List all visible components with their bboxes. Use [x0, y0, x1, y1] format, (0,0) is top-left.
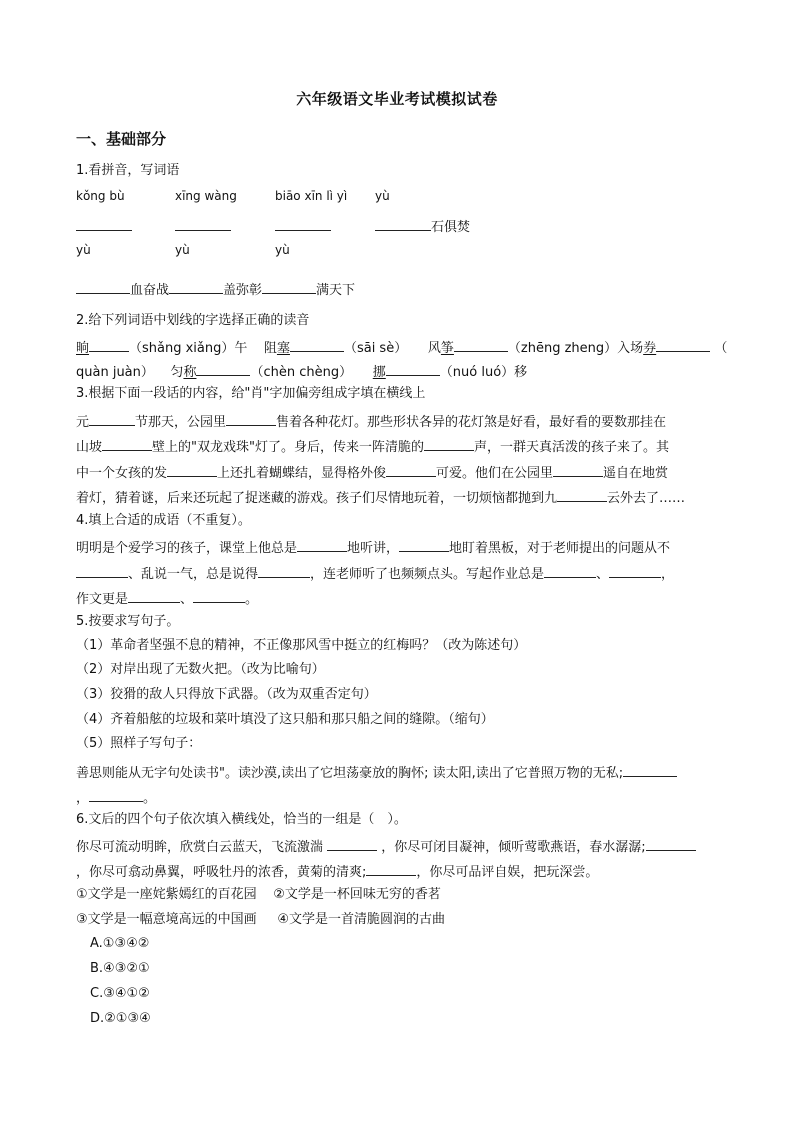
answer-blank[interactable] [196, 361, 250, 376]
answer-blank[interactable] [193, 588, 245, 603]
q1-pinyin: yù [275, 243, 290, 257]
q5-item: （1）革命者坚强不息的精神，不正像那风雪中挺立的红梅吗？（改为陈述句） [76, 638, 527, 653]
q1-pinyin: xīng wàng [175, 189, 237, 203]
answer-blank[interactable] [609, 563, 661, 578]
answer-blank[interactable] [275, 216, 331, 231]
answer-blank[interactable] [167, 462, 217, 477]
answer-blank[interactable] [175, 216, 231, 231]
answer-blank[interactable] [89, 411, 135, 426]
answer-blank[interactable] [399, 537, 449, 552]
section-heading: 一、基础部分 [76, 130, 167, 148]
q1-pinyin: yù [175, 243, 190, 257]
q3-line: 山坡 壁上的"双龙戏珠"灯了。身后，传来一阵清脆的 声，一群天真活泼的孩子来了。其 [76, 436, 669, 457]
answer-blank[interactable] [375, 216, 431, 231]
q1-word: 满天下 [316, 283, 356, 298]
choice-option-a[interactable]: A.①③④② [90, 936, 150, 951]
q6-sentence-pair: ③文学是一幅意境高远的中国画 ④文学是一首清脆圆润的古曲 [76, 912, 445, 927]
answer-blank[interactable] [366, 861, 416, 876]
answer-blank[interactable] [297, 537, 347, 552]
q1-word: 石俱焚 [431, 220, 471, 235]
answer-blank[interactable] [557, 487, 607, 502]
q1-pinyin: yù [76, 243, 91, 257]
answer-blank[interactable] [102, 436, 152, 451]
answer-blank[interactable] [386, 361, 440, 376]
answer-blank[interactable] [656, 337, 710, 352]
q1-heading: 1.看拼音，写词语 [76, 163, 180, 178]
q1-pinyin: kǒng bù [76, 189, 125, 203]
q2-line: quàn juàn） 匀称 （chèn chèng） 挪 （nuó luó）移 [76, 361, 527, 382]
q1-word: 盖弥彰 [223, 283, 263, 298]
q5-item: （2）对岸出现了无数火把。（改为比喻句） [76, 662, 325, 677]
choice-option-b[interactable]: B.④③②① [90, 961, 150, 976]
q6-line: 你尽可流动明眸，欣赏白云蓝天，飞流激湍 ，你尽可闭目凝神，倾听莺歌燕语，春水潺潺; [76, 836, 696, 857]
answer-blank[interactable] [169, 279, 223, 294]
q5-item: （3）狡猾的敌人只得放下武器。（改为双重否定句） [76, 687, 377, 702]
answer-blank[interactable] [327, 836, 377, 851]
q3-line: 中一个女孩的发 上还扎着蝴蝶结，显得格外俊 可爱。他们在公园里 遥自在地赏 [76, 462, 668, 483]
answer-blank[interactable] [89, 337, 129, 352]
answer-blank[interactable] [262, 279, 316, 294]
answer-blank[interactable] [76, 563, 128, 578]
answer-blank[interactable] [424, 436, 474, 451]
q5-item: （4）齐着船舷的垃圾和菜叶填没了这只船和那只船之间的缝隙。（缩句） [76, 712, 494, 727]
answer-blank[interactable] [76, 216, 132, 231]
page-title: 六年级语文毕业考试模拟试卷 [296, 90, 498, 108]
answer-blank[interactable] [258, 563, 310, 578]
answer-blank[interactable] [89, 787, 143, 802]
q2-heading: 2.给下列词语中划线的字选择正确的读音 [76, 313, 310, 328]
q2-line: 晌 （shǎng xiǎng）午 阻塞 （sāi sè） 风筝 （zhēng zheng）入场券 （ [76, 337, 727, 358]
q5-item: （5）照样子写句子： [76, 736, 202, 751]
q4-line: 、乱说一气，总是说得 ，连老师听了也频频点头。写起作业总是 、 ， [76, 563, 674, 584]
answer-blank[interactable] [386, 462, 436, 477]
answer-blank[interactable] [544, 563, 596, 578]
choice-option-c[interactable]: C.③④①② [90, 986, 150, 1001]
q6-line: ，你尽可翕动鼻翼，呼吸牡丹的浓香，黄菊的清爽; ，你尽可品评自娱，把玩深尝。 [76, 861, 598, 882]
choice-option-d[interactable]: D.②①③④ [90, 1011, 151, 1026]
q3-line: 着灯，猜着谜，后来还玩起了捉迷藏的游戏。孩子们尽情地玩着，一切烦恼都抛到九 云外去了…… [76, 487, 685, 508]
q1-pinyin: yù [375, 189, 390, 203]
answer-blank[interactable] [128, 588, 180, 603]
answer-blank[interactable] [553, 462, 603, 477]
q6-heading: 6.文后的四个句子依次填入横线处，恰当的一组是（ ）。 [76, 812, 407, 827]
answer-blank[interactable] [646, 836, 696, 851]
q3-line: 元 节那天，公园里 售着各种花灯。那些形状各异的花灯煞是好看，最好看的要数那挂在 [76, 411, 666, 432]
answer-blank[interactable] [454, 337, 508, 352]
q1-pinyin: biāo xīn lì yì [275, 189, 348, 203]
answer-blank[interactable] [76, 279, 130, 294]
q5-example: 善思则能从无字句处读书"。读沙漠,读出了它坦荡豪放的胸怀; 读太阳,读出了它普照万物的无私; [76, 762, 677, 783]
q5-heading: 5.按要求写句子。 [76, 614, 180, 629]
answer-blank[interactable] [226, 411, 276, 426]
q6-sentence-pair: ①文学是一座姹紫嫣红的百花园 ②文学是一杯回味无穷的香茗 [76, 887, 441, 902]
q4-line: 明明是个爱学习的孩子，课堂上他总是 地听讲， 地盯着黑板，对于老师提出的问题从不 [76, 537, 670, 558]
q4-line: 作文更是 、 。 [76, 588, 258, 609]
q1-word: 血奋战 [130, 283, 170, 298]
q3-heading: 3.根据下面一段话的内容，给"肖"字加偏旁组成字填在横线上 [76, 386, 426, 401]
q5-example: ， 。 [76, 787, 156, 808]
q4-heading: 4.填上合适的成语（不重复）。 [76, 513, 251, 528]
answer-blank[interactable] [623, 762, 677, 777]
answer-blank[interactable] [290, 337, 344, 352]
